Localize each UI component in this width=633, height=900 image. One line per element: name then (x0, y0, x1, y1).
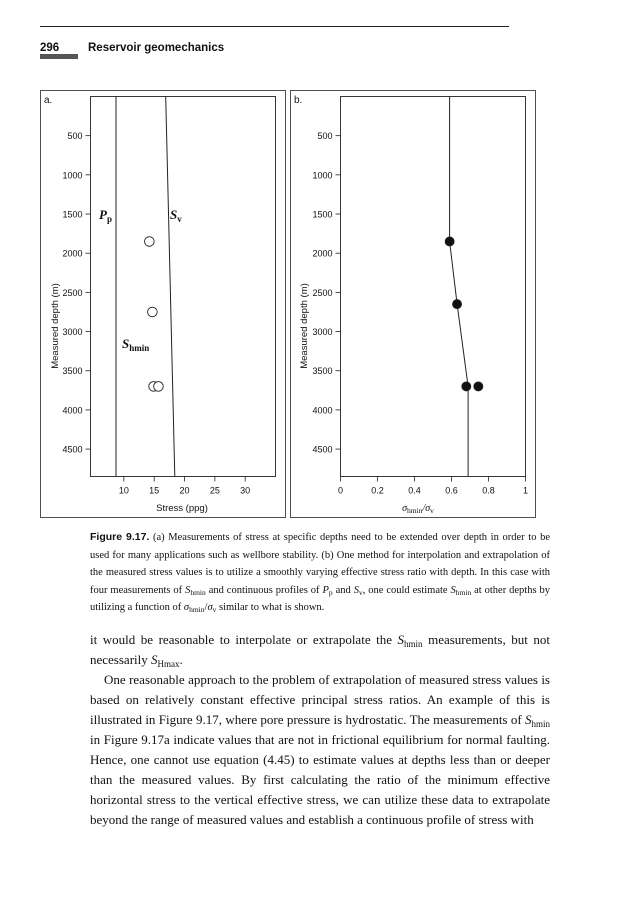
panel-a-ylabel: Measured depth (m) (50, 283, 61, 369)
panel-a-xlabel: Stress (ppg) (156, 503, 208, 514)
x-tick-label: 10 (118, 485, 129, 496)
body-text (90, 630, 550, 830)
y-tick-label: 3500 (62, 366, 83, 377)
caption-text-1: (a) Measurements of stress at specific depths need to be extended over depth in order to be used for many applications such as wellbore stability. (b) One method for interpolation and extrapolation of the measured stress values is to utilize a smoothly varying effective stress ratio with depth. In this case with four measurements of (90, 532, 550, 596)
shmin-curve-label: $S_{hmin}$ (122, 336, 150, 353)
running-title: Reservoir geomechanics (88, 42, 225, 54)
caption-text-3: and (332, 584, 354, 596)
p1-sub-hmax: Hmax (157, 659, 180, 669)
y-tick-label: 3000 (312, 327, 333, 338)
p1-text-3: . (179, 652, 183, 667)
caption-text-2: and continuous profiles of (205, 584, 323, 596)
sv-curve-label: $S_v$ (170, 207, 182, 224)
y-tick-label: 4500 (312, 444, 333, 455)
panel-b-chart (312, 97, 528, 496)
shmin-point (154, 382, 164, 392)
y-tick-label: 2000 (312, 248, 333, 259)
y-tick-label: 500 (317, 131, 333, 142)
sv-line (166, 97, 175, 477)
y-tick-label: 1500 (312, 209, 333, 220)
x-tick-label: 30 (240, 485, 251, 496)
x-tick-label: 0 (337, 485, 344, 496)
figure-caption (90, 529, 550, 617)
measurements-point (474, 382, 483, 391)
p1-text-1: it would be reasonable to interpolate or extrapolate the (90, 632, 398, 647)
p2-text-2: in Figure 9.17a indicate values that are not in frictional equilibrium for normal faulting. Hence, one cannot use equation (4.45) to estimate values at depths less than or deeper than the measured values. By first calculating the ratio of the minimum effective horizontal stress to the vertical effective stress, we can utilize these data to extrapolate beyond the range of measured values and establish a continuous profile of stress with (90, 732, 550, 827)
x-tick-label: 0.4 (408, 485, 421, 496)
x-tick-label: 1 (522, 485, 529, 496)
panel-a-plot-area (91, 97, 276, 477)
paragraph-2 (90, 670, 550, 830)
p1-var-shmin: S (397, 632, 405, 647)
ratio-profile-line (450, 97, 469, 477)
caption-sub-hmin-3: hmin (189, 605, 205, 614)
caption-label: Figure 9.17. (90, 531, 150, 543)
panel-a-label: a. (44, 95, 53, 106)
caption-sub-v: v (358, 587, 363, 597)
y-tick-label: 1000 (62, 170, 83, 181)
y-tick-label: 4000 (62, 405, 83, 416)
caption-text-6: / (204, 602, 208, 613)
caption-var-shmin-2: S (450, 584, 456, 596)
caption-var-sigma: σ (183, 602, 190, 613)
y-tick-label: 3000 (62, 327, 83, 338)
p1-text-2: measurements, but not necessarily (90, 632, 551, 667)
shmin-point (148, 307, 158, 317)
caption-text-4: , one could estimate (362, 584, 451, 596)
x-tick-label: 25 (209, 485, 220, 496)
caption-var-sv: S (353, 584, 359, 596)
caption-var-shmin: S (185, 584, 191, 596)
caption-sub-p: p (328, 587, 333, 597)
panel-b-plot-area (341, 97, 526, 477)
pp-curve-label: $P_p$ (99, 207, 112, 224)
p2-var-shmin: S (524, 712, 532, 727)
y-tick-label: 4500 (62, 444, 83, 455)
p1-var-shmax: S (151, 652, 158, 667)
shmin-point (145, 237, 155, 247)
caption-var-sigma-2: σ (207, 602, 213, 613)
x-tick-label: 15 (149, 485, 160, 496)
x-tick-label: 0.8 (482, 485, 495, 496)
x-tick-label: 0.6 (445, 485, 458, 496)
y-tick-label: 3500 (312, 366, 333, 377)
measurements-point (462, 382, 471, 391)
p2-sub-hmin: hmin (531, 719, 550, 729)
y-tick-label: 500 (67, 131, 83, 142)
p2-text-1: One reasonable approach to the problem of extrapolation of measured stress values is based on relatively constant effective principal stress ratios. An example of this is illustrated in Figure 9.17, where pore pressure is hydrostatic. The measurements of (90, 672, 550, 727)
p1-sub-hmin: hmin (404, 639, 423, 649)
panel-b-xlabel: $\sigma_{hmin}/\sigma_v$ (402, 503, 434, 515)
caption-sub-v-2: v (212, 605, 217, 614)
y-tick-label: 2500 (312, 287, 333, 298)
caption-sub-hmin-2: hmin (455, 587, 472, 597)
x-tick-label: 0.2 (371, 485, 384, 496)
caption-text-5: at other depths by utilizing a function of (90, 584, 550, 613)
measurements-point (453, 300, 462, 309)
panel-b-label: b. (294, 95, 303, 106)
panel-b-ylabel: Measured depth (m) (299, 283, 310, 369)
page-number: 296 (40, 42, 60, 54)
y-tick-label: 1000 (312, 170, 333, 181)
paragraph-1 (90, 630, 550, 670)
y-tick-label: 4000 (312, 405, 333, 416)
x-tick-label: 20 (179, 485, 190, 496)
y-tick-label: 2500 (62, 287, 83, 298)
y-tick-label: 2000 (62, 248, 83, 259)
measurements-point (445, 237, 454, 246)
caption-sub-hmin: hmin (190, 587, 206, 597)
caption-text-7: similar to what is shown. (216, 602, 325, 613)
caption-var-pp: P (322, 584, 329, 596)
y-tick-label: 1500 (62, 209, 83, 220)
